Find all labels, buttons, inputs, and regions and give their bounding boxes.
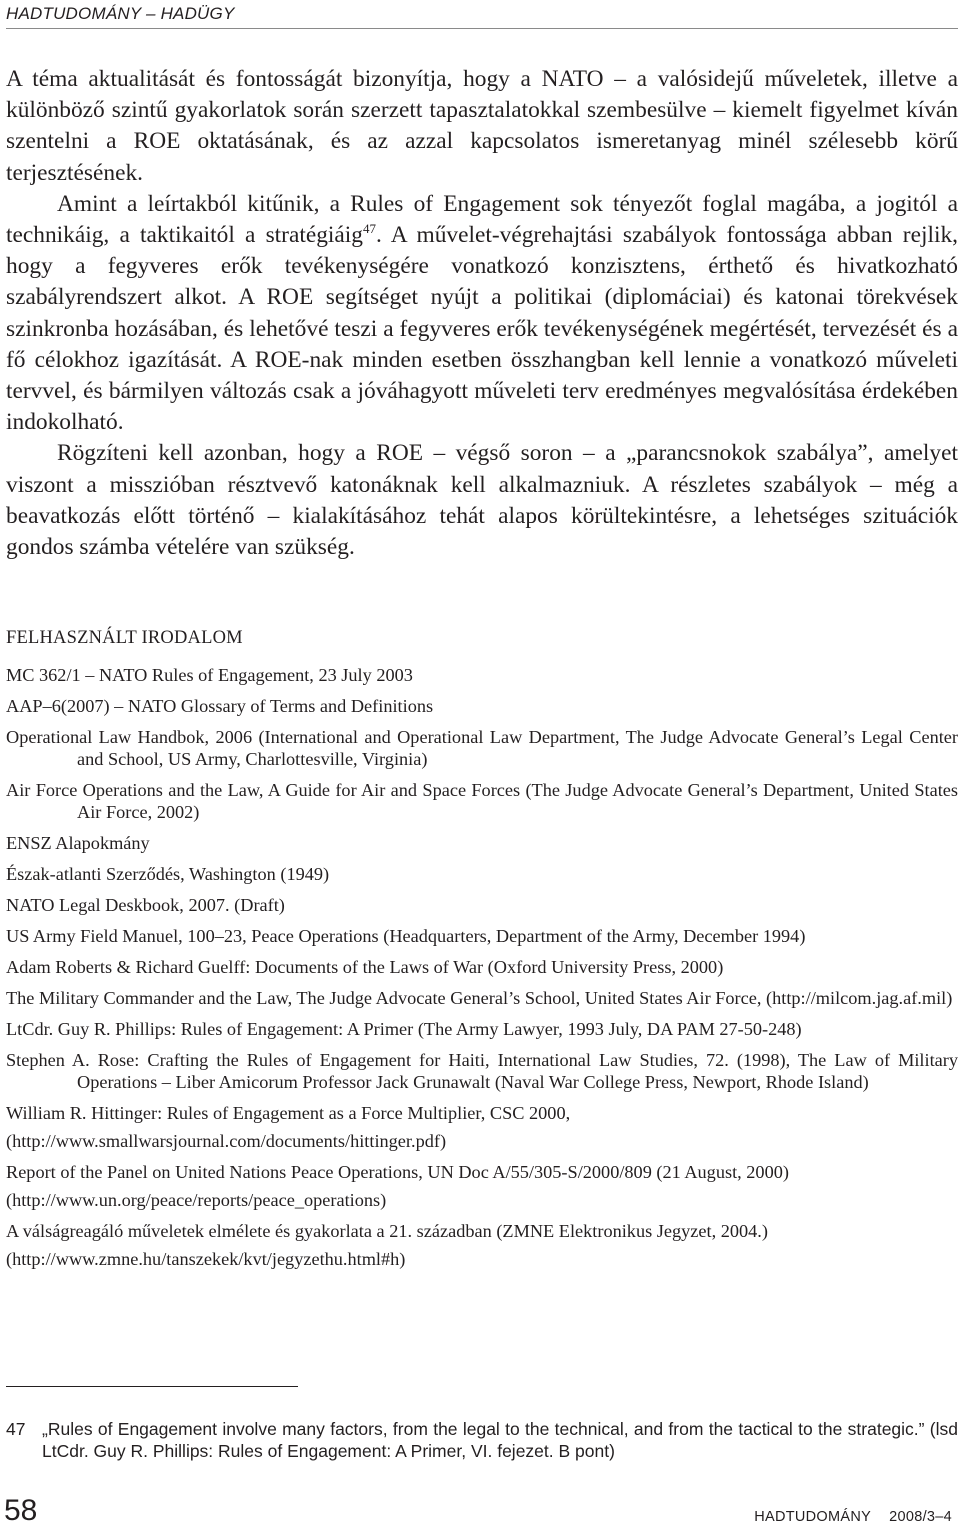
- bibliography-entry: AAP–6(2007) – NATO Glossary of Terms and Definitions: [6, 696, 434, 716]
- bibliography-entry: Stephen A. Rose: Crafting the Rules of Engagement for Haiti, International Law Studies, 72. (1998), The Law of Military Operations – Liber Amicorum Professor Jack Grunawalt (Naval War College Press, Newport, Rhode Island): [6, 1050, 958, 1092]
- footnote-reference: 47: [363, 221, 377, 237]
- journal-footer: [754, 1509, 952, 1525]
- bibliography-entry: William R. Hittinger: Rules of Engagement as a Force Multiplier, CSC 2000,: [6, 1103, 571, 1123]
- bibliography-entry: Operational Law Handbok, 2006 (International and Operational Law Department, The Judge Advocate General’s Legal Center and School, US Army, Charlottesville, Virginia): [6, 727, 958, 769]
- paragraph-2-text-a: Amint a leírtakból kitűnik, a Rules of Engagement sok tényezőt foglal magába, a jogitól a technikáig, a taktikaitól a stratégiáig: [6, 190, 958, 249]
- bibliography-entry: NATO Legal Deskbook, 2007. (Draft): [6, 895, 285, 915]
- page-number: 58: [4, 1494, 38, 1527]
- article-body: [6, 64, 958, 563]
- paragraph-1: A téma aktualitását és fontosságát bizonyítja, hogy a NATO – a valósidejű műveletek, illetve a különböző szintű gyakorlatok során szerzett tapasztalatokkal szembesülve – kiemelt figyelmet kíván szentelni a ROE oktatásának, és az azzal kapcsolatos ismeretanyag minél szélesebb körű terjesztésének.: [6, 66, 958, 186]
- bibliography-heading: FELHASZNÁLT IRODALOM: [6, 628, 243, 648]
- bibliography-entry-url: (http://www.un.org/peace/reports/peace_operations): [6, 1190, 387, 1210]
- journal-issue: 2008/3–4: [889, 1509, 952, 1525]
- bibliography-entry: ENSZ Alapokmány: [6, 833, 150, 853]
- bibliography-entry-url: (http://www.smallwarsjournal.com/documents/hittinger.pdf): [6, 1131, 447, 1151]
- bibliography-entry: MC 362/1 – NATO Rules of Engagement, 23 July 2003: [6, 665, 413, 685]
- running-title: HADTUDOMÁNY – HADÜGY: [6, 4, 235, 23]
- bibliography-entry-url: (http://www.zmne.hu/tanszekek/kvt/jegyzethu.html#h): [6, 1249, 406, 1269]
- bibliography-entry: Air Force Operations and the Law, A Guide for Air and Space Forces (The Judge Advocate General’s Department, United States Air Force, 2002): [6, 780, 958, 822]
- bibliography-list: [6, 664, 958, 1279]
- paragraph-3: Rögzíteni kell azonban, hogy a ROE – végső soron – a „parancsnokok szabálya”, amelyet viszont a misszióban résztvevő katonáknak kell alkalmazniuk. A részletes szabályok – még a beavatkozás előtt történő – kialakításához tehát alapos körültekintésre, a lehetséges szituációk gondos számba vételére van szükség.: [6, 440, 958, 561]
- bibliography-entry: The Military Commander and the Law, The Judge Advocate General’s School, United States Air Force, (http://milcom.jag.af.mil): [6, 988, 953, 1008]
- footnote-text: „Rules of Engagement involve many factors, from the legal to the technical, and from the tactical to the strategic.” (lsd LtCdr. Guy R. Phillips: Rules of Engagement: A Primer, VI. fejezet. B pont): [42, 1419, 958, 1461]
- footnote-number: 47: [6, 1419, 26, 1439]
- bibliography-entry: Észak-atlanti Szerződés, Washington (1949): [6, 864, 330, 884]
- bibliography-entry: A válságreagáló műveletek elmélete és gyakorlata a 21. században (ZMNE Elektronikus Jegyzet, 2004.): [6, 1221, 768, 1241]
- running-header: [6, 4, 958, 29]
- bibliography-entry: Adam Roberts & Richard Guelff: Documents of the Laws of War (Oxford University Press, 2000): [6, 957, 724, 977]
- bibliography-entry: US Army Field Manuel, 100–23, Peace Operations (Headquarters, Department of the Army, December 1994): [6, 926, 806, 946]
- journal-name: HADTUDOMÁNY: [754, 1509, 872, 1525]
- bibliography-entry: Report of the Panel on United Nations Peace Operations, UN Doc A/55/305-S/2000/809 (21 August, 2000): [6, 1162, 789, 1182]
- paragraph-2: [6, 189, 958, 439]
- bibliography-entry: LtCdr. Guy R. Phillips: Rules of Engagement: A Primer (The Army Lawyer, 1993 July, DA PAM 27-50-248): [6, 1019, 802, 1039]
- footnote-separator: [6, 1386, 298, 1387]
- paragraph-2-text-b: . A művelet-végrehajtási szabályok fontossága abban rejlik, hogy a fegyveres erők tevékenységére vonatkozó konzisztens, érthető és hivatkozható szabályrendszert alkot. A ROE segítséget nyújt a politikai (diplomáciai) és katonai törekvések szinkronba hozásában, és lehetővé teszi a fegyveres erők tevékenységének megértését, tervezését és a fő célokhoz igazítását. A ROE-nak minden esetben összhangban kell lennie a vonatkozó műveleti tervvel, és bármilyen változás csak a jóváhagyott műveleti terv eredményes megvalósítása érdekében indokolható.: [6, 222, 958, 436]
- footnote: [6, 1418, 958, 1462]
